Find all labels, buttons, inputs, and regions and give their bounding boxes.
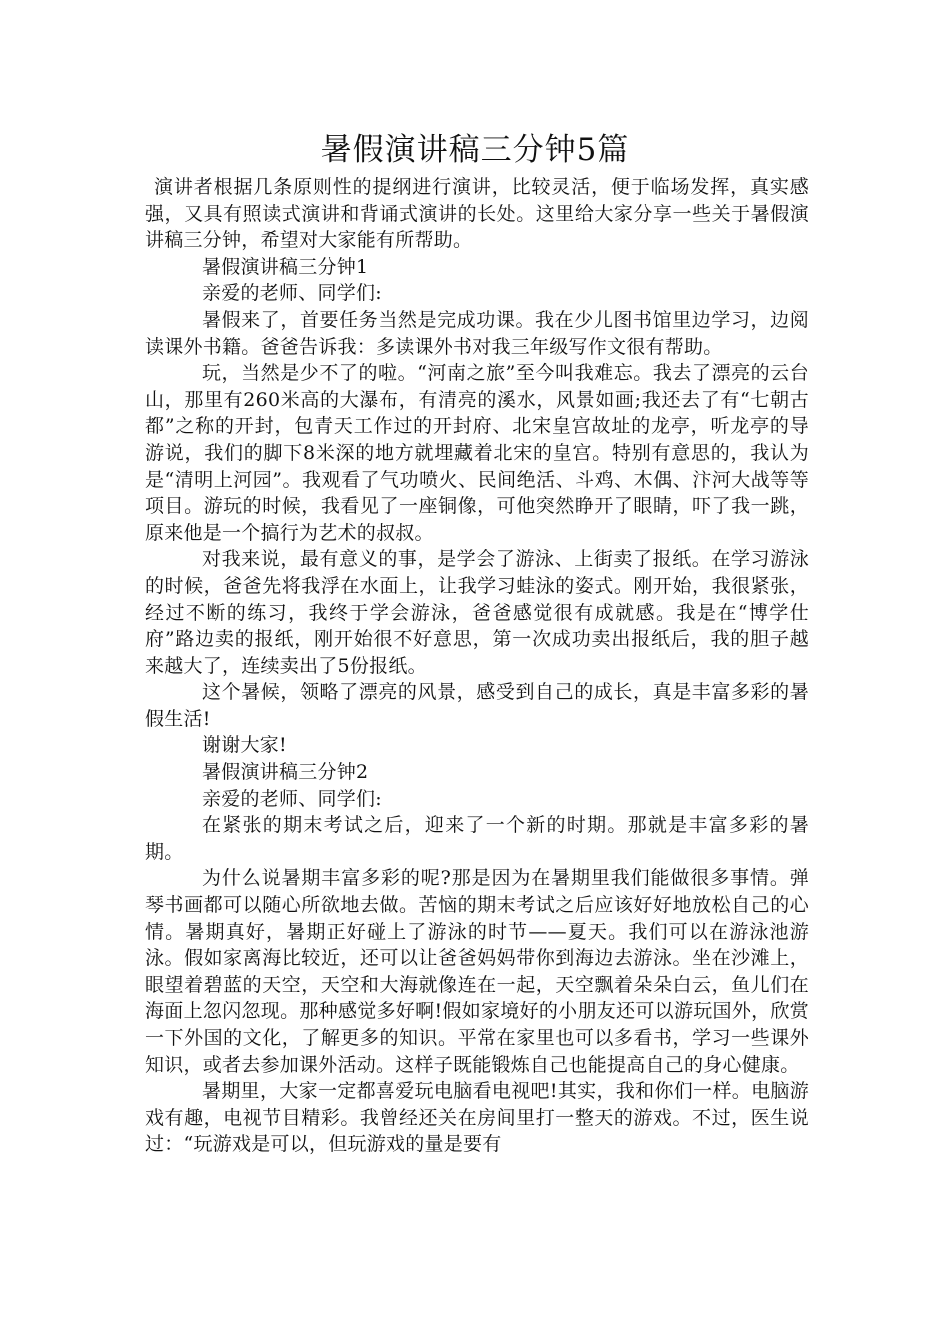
- section-heading: 暑假演讲稿三分钟2: [202, 761, 369, 784]
- intro-paragraph: 演讲者根据几条原则性的提纲进行演讲，比较灵活，便于临场发挥，真实感强，又具有照读式演讲和背诵式演讲的长处。这里给大家分享一些关于暑假演讲稿三分钟，希望对大家能有所帮助。: [145, 176, 809, 252]
- body-paragraph: 对我来说，最有意义的事，是学会了游泳、上街卖了报纸。在学习游泳的时候，爸爸先将我浮在水面上，让我学习蛙泳的姿式。刚开始，我很紧张，经过不断的练习，我终于学会游泳，爸爸感觉很有成就感。我是在“博学仕府”路边卖的报纸，刚开始很不好意思，第一次成功卖出报纸后，我的胆子越来越大了，连续卖出了5份报纸。: [145, 548, 809, 677]
- body-paragraph: 在紧张的期末考试之后，迎来了一个新的时期。那就是丰富多彩的暑期。: [145, 814, 809, 863]
- section-heading: 暑假演讲稿三分钟1: [202, 255, 369, 278]
- body-paragraph: 暑假来了，首要任务当然是完成功课。我在少儿图书馆里边学习，边阅读课外书籍。爸爸告诉我：多读课外书对我三年级写作文很有帮助。: [145, 308, 809, 358]
- body-paragraph: 玩，当然是少不了的啦。“河南之旅”至今叫我难忘。我去了漂亮的云台山，那里有260米高的大瀑布，有清亮的溪水，风景如画;我还去了有“七朝古都”之称的开封，包青天工作过的开封府、北宋皇宫故址的龙亭，听龙亭的导游说，我们的脚下8米深的地方就埋藏着北宋的皇宫。特别有意思的，我认为是“清明上河园”。我观看了气功喷火、民间绝活、斗鸡、木偶、汴河大战等等项目。游玩的时候，我看见了一座铜像，可他突然睁开了眼睛，吓了我一跳，原来他是一个搞行为艺术的叔叔。: [145, 362, 809, 544]
- body-paragraph: 为什么说暑期丰富多彩的呢?那是因为在暑期里我们能做很多事情。弹琴书画都可以随心所欲地去做。苦恼的期末考试之后应该好好地放松自己的心情。暑期真好，暑期正好碰上了游泳的时节——夏天。我们可以在游泳池游泳。假如家离海比较近，还可以让爸爸妈妈带你到海边去游泳。坐在沙滩上，眼望着碧蓝的天空，天空和大海就像连在一起，天空飘着朵朵白云，鱼儿们在海面上忽闪忽现。那种感觉多好啊!假如家境好的小朋友还可以游玩国外，欣赏一下外国的文化，了解更多的知识。平常在家里也可以多看书，学习一些课外知识，或者去参加课外活动。这样子既能锻炼自己也能提高自己的身心健康。: [145, 867, 809, 1076]
- body-paragraph: 这个暑候，领略了漂亮的风景，感受到自己的成长，真是丰富多彩的暑假生活!: [145, 681, 809, 730]
- document-body: [145, 174, 809, 1158]
- closing-line: 谢谢大家!: [202, 734, 287, 757]
- salutation: 亲爱的老师、同学们:: [202, 787, 382, 810]
- document-title: 暑假演讲稿三分钟5篇: [320, 132, 630, 168]
- body-paragraph: 暑期里，大家一定都喜爱玩电脑看电视吧!其实，我和你们一样。电脑游戏有趣，电视节目精彩。我曾经还关在房间里打一整天的游戏。不过，医生说过：“玩游戏是可以，但玩游戏的量是要有: [145, 1080, 809, 1156]
- salutation: 亲爱的老师、同学们:: [202, 282, 382, 305]
